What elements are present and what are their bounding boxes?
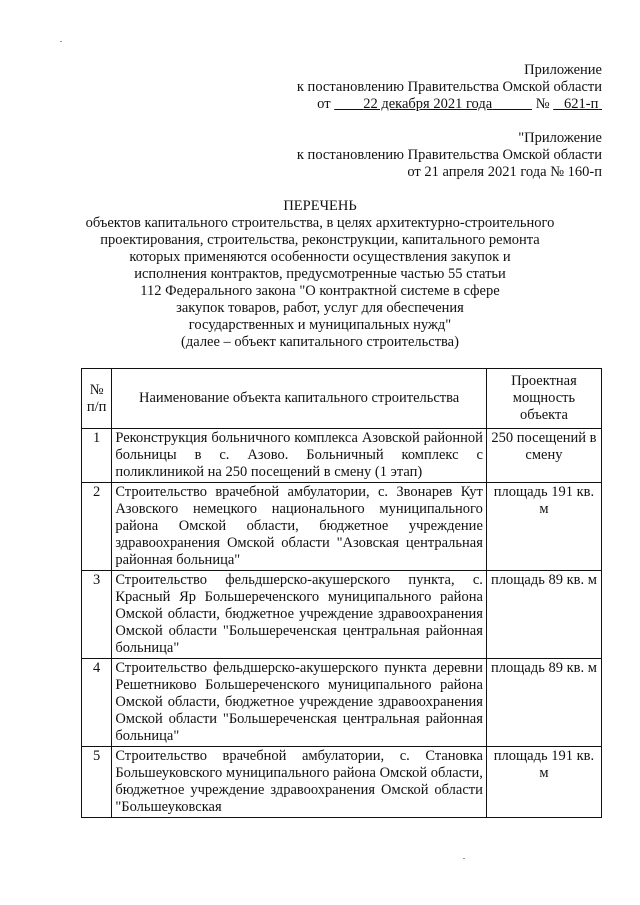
row-num: 4 (82, 659, 112, 747)
row-num: 2 (82, 483, 112, 571)
table-row (82, 747, 602, 818)
appendix-date-line (297, 96, 602, 113)
appendix-label: Приложение (524, 62, 602, 78)
row-capacity: площадь 191 кв. м (486, 747, 601, 818)
original-appendix-label: "Приложение (518, 130, 602, 146)
table-row (82, 483, 602, 571)
appendix-header (297, 62, 602, 113)
row-capacity: площадь 191 кв. м (486, 483, 601, 571)
title-line: объектов капитального строительства, в целях архитектурно-строительного (85, 215, 555, 231)
row-num: 3 (82, 571, 112, 659)
header-capacity: Проектная мощность объекта (486, 369, 601, 429)
row-num: 5 (82, 747, 112, 818)
objects-table (81, 368, 602, 818)
number-prefix: № (535, 96, 550, 112)
table-header-row (82, 369, 602, 429)
table-row (82, 571, 602, 659)
row-num: 1 (82, 429, 112, 483)
row-name: Реконструкция больничного комплекса Азовской районной больницы в с. Азово. Больничный комплекс с поликлиникой на 250 посещений в смену (1 этап) (112, 429, 487, 483)
row-capacity: 250 посещений в смену (486, 429, 601, 483)
original-decree-ref: к постановлению Правительства Омской области (296, 147, 602, 163)
row-name: Строительство фельдшерско-акушерского пункта, с. Красный Яр Большереченского муниципального района Омской области, бюджетное учреждение здравоохранения Омской области "Большереченская центральная районная больница" (112, 571, 487, 659)
decree-date: 22 декабря 2021 года (363, 96, 493, 112)
title-line: исполнения контрактов, предусмотренные частью 55 статьи (134, 266, 506, 282)
row-name: Строительство фельдшерско-акушерского пункта деревни Решетниково Большереченского муниципального района Омской области, бюджетное учреждение здравоохранения Омской области "Большереченская центральная районная больница" (112, 659, 487, 747)
original-decree-date: от 21 апреля 2021 года № 160-п (407, 164, 602, 180)
row-capacity: площадь 89 кв. м (486, 571, 601, 659)
appendix-decree-ref: к постановлению Правительства Омской области (296, 79, 602, 95)
document-title (60, 198, 580, 351)
table-row (82, 429, 602, 483)
original-appendix-header (297, 130, 602, 181)
title-heading: ПЕРЕЧЕНЬ (283, 198, 357, 214)
title-line: закупок товаров, работ, услуг для обеспечения (176, 300, 464, 316)
row-capacity: площадь 89 кв. м (486, 659, 601, 747)
table-row (82, 659, 602, 747)
scan-speck (60, 41, 62, 42)
header-num: № п/п (82, 369, 112, 429)
decree-number: 621-п (564, 96, 599, 112)
title-line: которых применяются особенности осуществления закупок и (129, 249, 511, 265)
title-line: 112 Федерального закона "О контрактной системе в сфере (140, 283, 500, 299)
row-name: Строительство врачебной амбулатории, с. Звонарев Кут Азовского немецкого национального муниципального района Омской области, бюджетное учреждение здравоохранения Омской области "Азовская центральная районная больница" (112, 483, 487, 571)
scan-speck (463, 858, 465, 859)
header-name: Наименование объекта капитального строительства (112, 369, 487, 429)
date-prefix: от (317, 96, 331, 112)
title-line: (далее – объект капитального строительства) (181, 334, 459, 350)
title-line: государственных и муниципальных нужд" (188, 317, 452, 333)
title-line: проектирования, строительства, реконструкции, капитального ремонта (100, 232, 540, 248)
row-name: Строительство врачебной амбулатории, с. Становка Большеуковского муниципального района Омской области, бюджетное учреждение здравоохранения Омской области "Большеуковская (112, 747, 487, 818)
